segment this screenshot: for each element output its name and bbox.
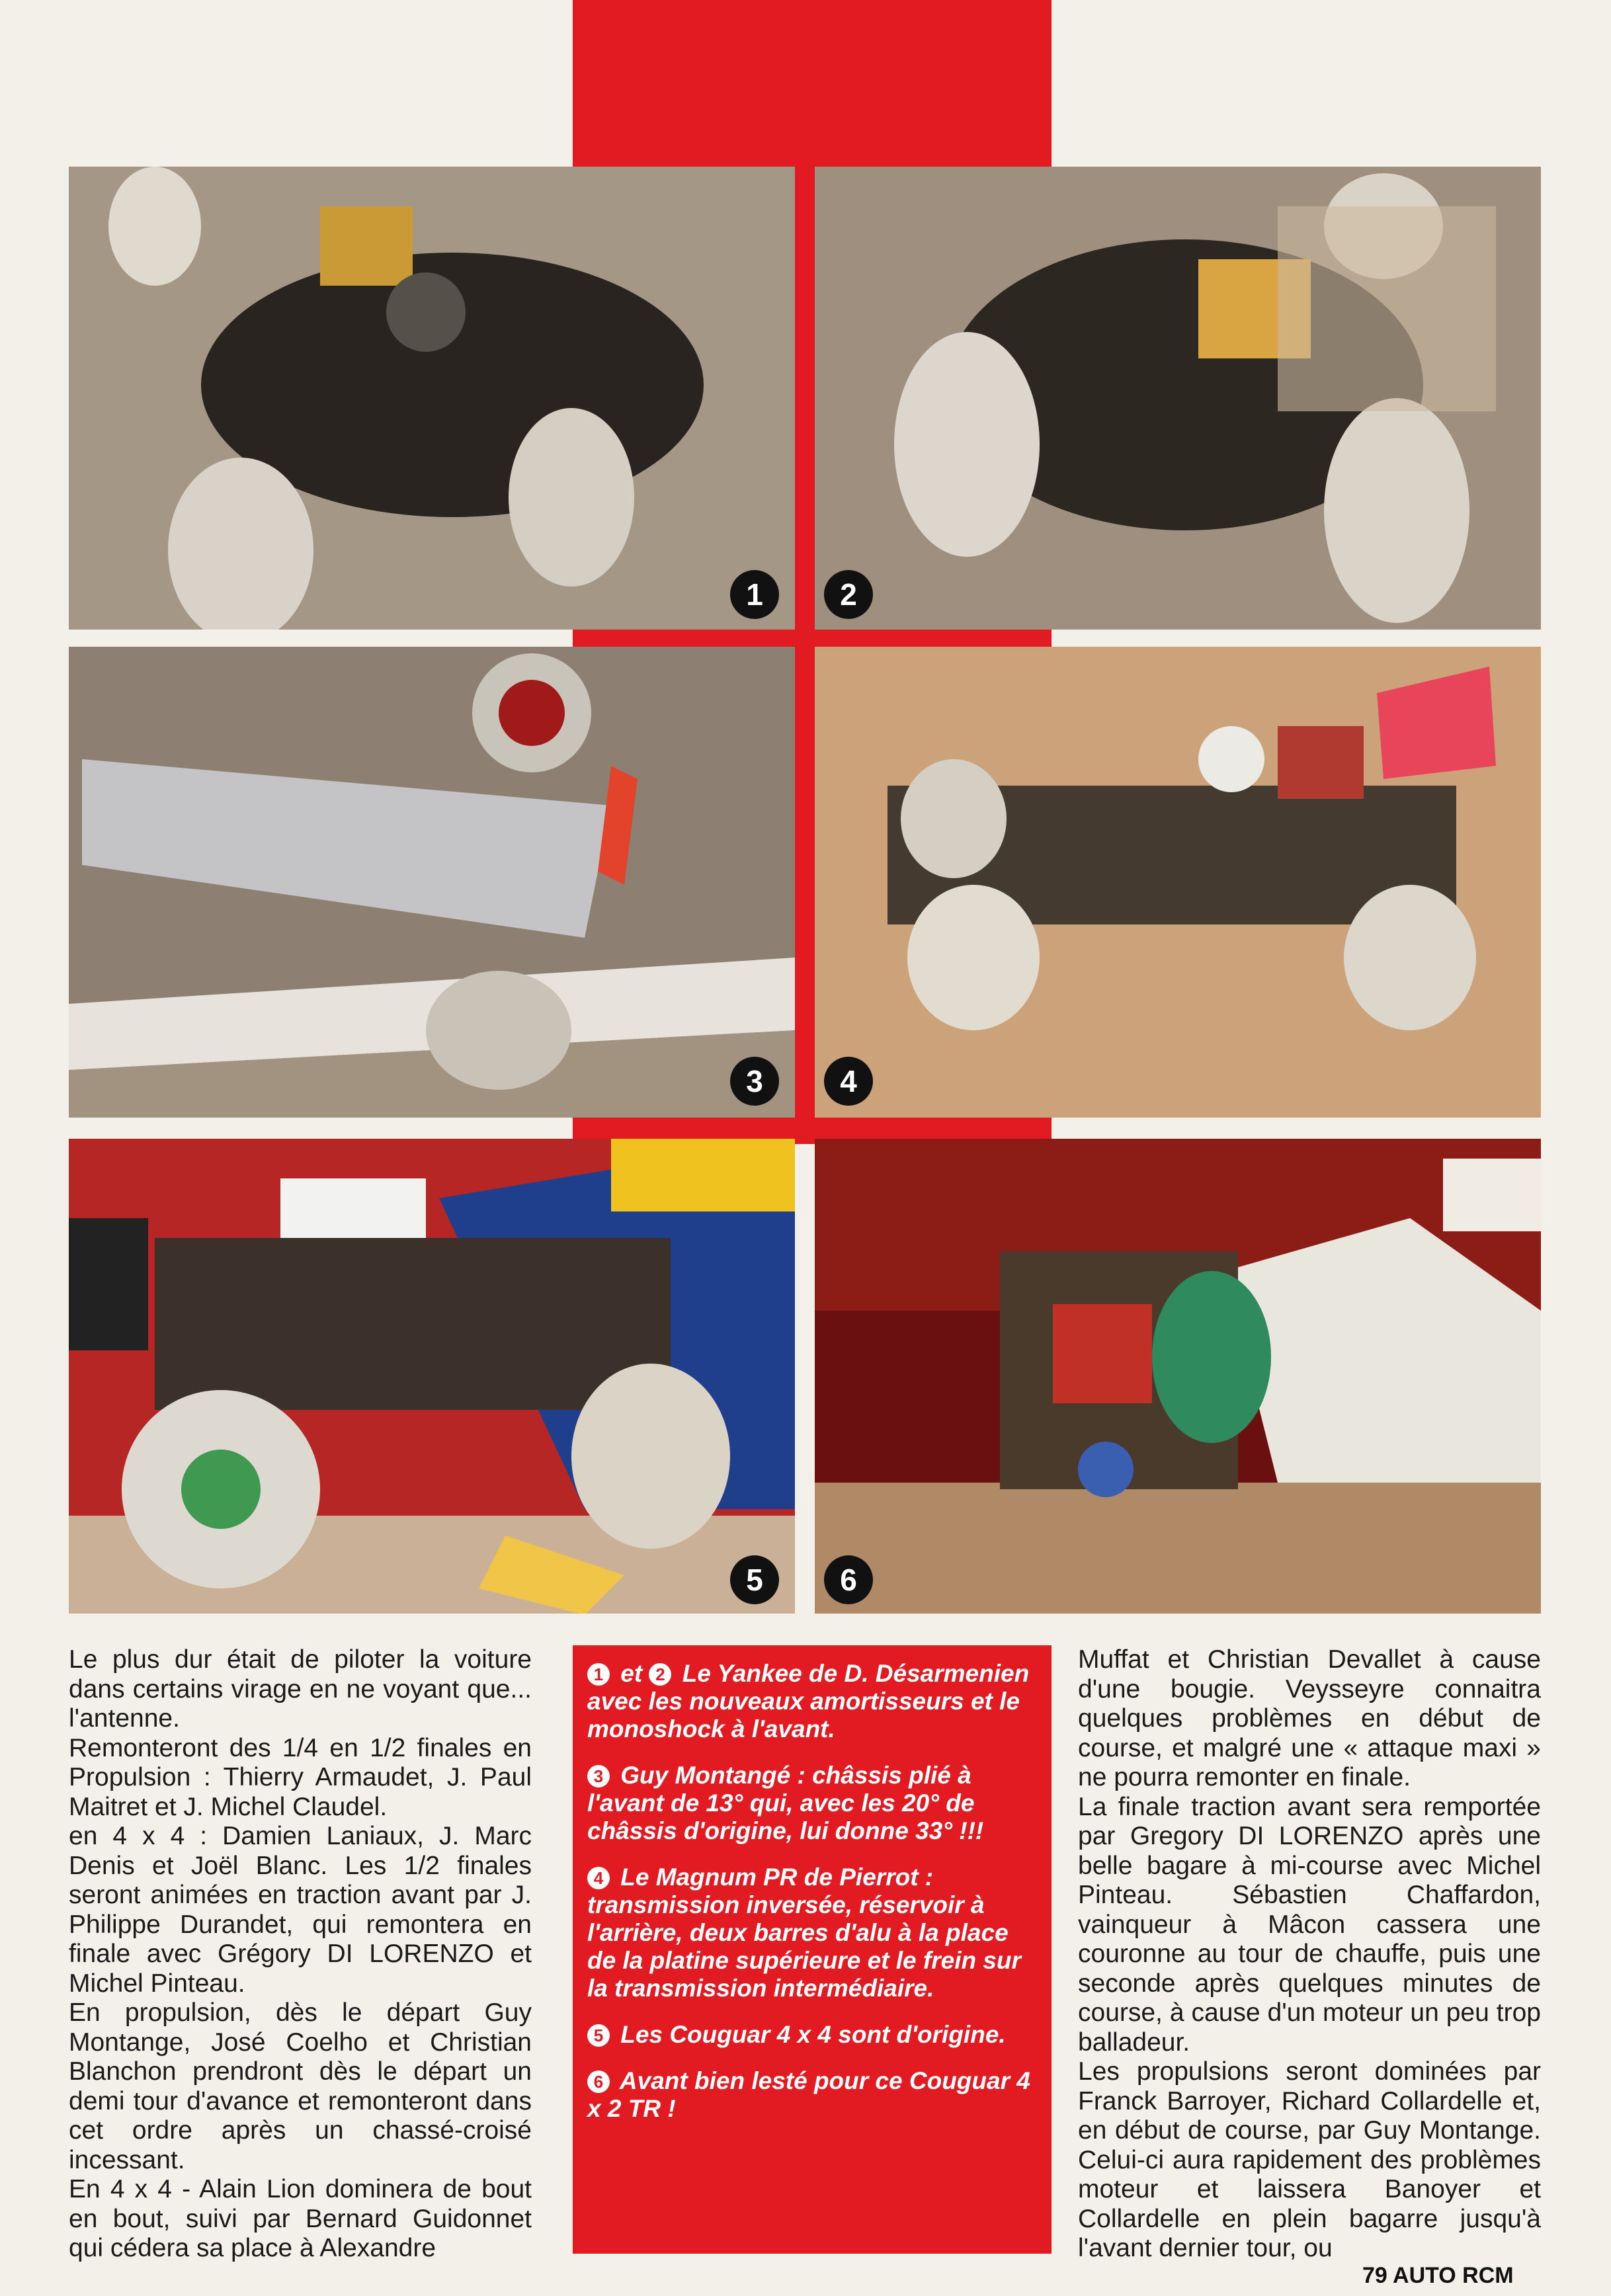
caption-text: Le Yankee de D. Désarmenien avec les nouveaux amortisseurs et le monoshock à l'avant. — [587, 1660, 1030, 1742]
caption-number: 2 — [649, 1663, 671, 1686]
photo-number-badge: 6 — [824, 1555, 873, 1604]
photo-number-badge: 5 — [730, 1555, 779, 1604]
paragraph: Les propulsions seront dominées par Franck Barroyer, Richard Collardelle et, en début de course, par Guy Montange. Celui-ci aura rapidement des problèmes moteur et laissera Banoyer et Collardelle en plein bagarre jusqu'à l'avant dernier tour, ou — [1078, 2057, 1541, 2262]
caption-5 — [573, 2021, 1052, 2049]
paragraph: En 4 x 4 - Alain Lion dominera de bout en bout, suivi par Bernard Guidonnet qui cédera sa place à Alexandre — [69, 2175, 532, 2262]
page-footer — [1362, 2263, 1514, 2289]
paragraph: En propulsion, dès le départ Guy Montange, José Coelho et Christian Blanchon prendront dès le départ un demi tour d'avance et remonteront dans cet ordre après un chassé-croisé incessant. — [69, 1998, 532, 2174]
right-column-text — [1078, 1645, 1541, 2264]
captions-box — [573, 1645, 1052, 2254]
photo-2 — [815, 167, 1541, 630]
caption-3 — [573, 1762, 1052, 1845]
photo-6 — [815, 1139, 1541, 1614]
caption-text: Le Magnum PR de Pierrot : transmission inversée, réservoir à l'arrière, deux barres d'alu à la place de la platine supérieure et le frein sur la transmission intermédiaire. — [587, 1864, 1021, 2002]
paragraph: La finale traction avant sera remportée par Gregory DI LORENZO après une belle bagare à mi-course avec Michel Pinteau. Sébastien Chaffardon, vainqueur à Mâcon cassera une couronne au tour de chauffe, puis une seconde après quelques minutes de course, à cause d'un moteur un peu trop balladeur. — [1078, 1792, 1541, 2057]
caption-number: 3 — [587, 1765, 610, 1787]
photo-1 — [69, 167, 795, 630]
paragraph: Remonteront des 1/4 en 1/2 finales en Propulsion : Thierry Armaudet, J. Paul Maitret et J. Michel Claudel. — [69, 1733, 532, 1821]
caption-number: 1 — [587, 1663, 610, 1686]
caption-text: Avant bien lesté pour ce Couguar 4 x 2 TR ! — [587, 2067, 1030, 2122]
photo-4 — [815, 647, 1541, 1118]
paragraph: Muffat et Christian Devallet à cause d'une bougie. Veysseyre connaitra quelques problèmes en début de course, et malgré une « attaque maxi » ne pourra remonter en finale. — [1078, 1645, 1541, 1791]
caption-text: Les Couguar 4 x 4 sont d'origine. — [620, 2021, 1006, 2048]
caption-1-2 — [573, 1660, 1052, 1743]
caption-text: Guy Montangé : châssis plié à l'avant de 13° qui, avec les 20° de châssis d'origine, lui donne 33° !!! — [587, 1762, 984, 1844]
page-number: 79 — [1362, 2263, 1387, 2288]
caption-number: 5 — [587, 2024, 610, 2047]
caption-number: 4 — [587, 1867, 610, 1889]
photo-number-badge: 1 — [730, 570, 779, 619]
paragraph: en 4 x 4 : Damien Laniaux, J. Marc Denis et Joël Blanc. Les 1/2 finales seront animées en traction avant par J. Philippe Durandet, qui remontera en finale avec Grégory DI LORENZO et Michel Pinteau. — [69, 1822, 532, 1998]
photo-number-badge: 4 — [824, 1057, 873, 1106]
photo-5 — [69, 1139, 795, 1614]
photo-number-badge: 2 — [824, 570, 873, 619]
photo-3 — [69, 647, 795, 1118]
caption-number: 6 — [587, 2070, 610, 2093]
paragraph: Le plus dur était de piloter la voiture dans certains virage en ne voyant que... l'antenne. — [69, 1645, 532, 1733]
left-column-text — [69, 1645, 532, 2264]
magazine-name: AUTO RCM — [1393, 2263, 1514, 2288]
caption-4 — [573, 1864, 1052, 2002]
caption-6 — [573, 2067, 1052, 2123]
caption-joiner: et — [620, 1660, 643, 1687]
photo-number-badge: 3 — [730, 1057, 779, 1106]
